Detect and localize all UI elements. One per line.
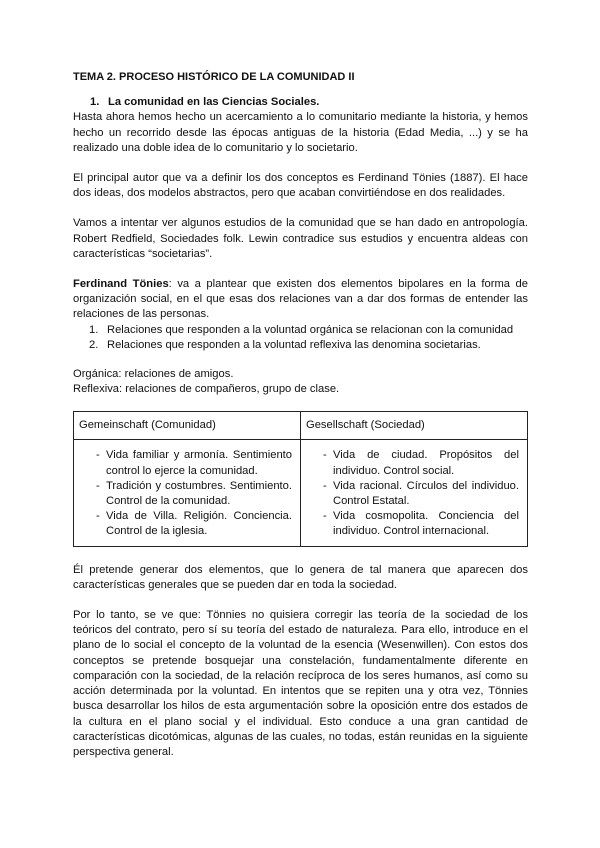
- paragraph-anthropology: Vamos a intentar ver algunos estudios de la comunidad que se han dado en antropología. Robert Redfield, Sociedades folk. Lewin contradice sus estudios y encuentra aldeas con características “societarias”.: [73, 217, 528, 260]
- list-item: [73, 338, 528, 353]
- paragraph-two-elements: Él pretende generar dos elementos, que lo genera de tal manera que aparecen dos características generales que se pueden dar en toda la sociedad.: [73, 563, 528, 591]
- list-item: [73, 323, 528, 338]
- paragraph-conclusion: Por lo tanto, se ve que: Tönnies no quisiera corregir las teoría de la sociedad de los teóricos del contrato, pero sí su teoría del estado de naturaleza. Para ello, introduce en el plano de lo social el concepto de la voluntad de la esencia (Wesenwillen). Con estos dos conceptos se pretende bosquejar una constelación, fundamentalmente diferente en comparación con la sociedad, de la relación recíproca de los seres humanos, así como su acción determinada por la voluntad. En intentos que se repiten una y otra vez, Tönnies busca desarrollar los hilos de esta argumentación sobre la oposición entre dos estados de la cultura en el plano social y el individual. Esto conduce a una gran cantidad de características dicotómicas, algunas de las cuales, no todas, están reunidas en la siguiente perspectiva general.: [73, 609, 528, 758]
- section-heading: [73, 95, 528, 110]
- paragraph-tonies-text: : va a plantear que existen dos elementos bipolares en la forma de organización social, en el que esas dos relaciones van a dar dos formas de entender las relaciones de las personas.: [73, 278, 528, 321]
- reflexiva-line: Reflexiva: relaciones de compañeros, grupo de clase.: [73, 383, 340, 396]
- list-text: Relaciones que responden a la voluntad orgánica se relacionan con la comunidad: [107, 323, 514, 336]
- section-number: 1.: [90, 96, 100, 109]
- paragraph-tonies-author: El principal autor que va a definir los dos conceptos es Ferdinand Tönies (1887). El hace dos ideas, dos modelos abstractos, pero que acaban convirtiéndose en dos realidades.: [73, 172, 528, 200]
- organica-line: Orgánica: relaciones de amigos.: [73, 368, 234, 381]
- document-page: [73, 70, 528, 760]
- list-item: - Vida cosmopolita. Conciencia del individuo. Control internacional.: [323, 510, 519, 538]
- page-title: TEMA 2. PROCESO HISTÓRICO DE LA COMUNIDAD II: [73, 71, 355, 83]
- comparison-table: [73, 411, 528, 546]
- list-item: - Vida familiar y armonía. Sentimiento control lo ejerce la comunidad.: [96, 449, 292, 477]
- list-number: 2.: [89, 338, 99, 351]
- table-cell-gemeinschaft: [74, 440, 301, 546]
- list-item: - Vida racional. Círculos del individuo. Control Estatal.: [323, 479, 519, 508]
- section-title: La comunidad en las Ciencias Sociales.: [108, 96, 320, 109]
- list-item: - Tradición y costumbres. Sentimiento. Control de la comunidad.: [96, 479, 292, 508]
- paragraph-tonies-bipolar: [73, 277, 528, 323]
- relations-list: [73, 323, 528, 353]
- table-header-gesellschaft: Gesellschaft (Sociedad): [301, 412, 528, 440]
- list-text: Relaciones que responden a la voluntad reflexiva las denomina societarias.: [107, 338, 481, 351]
- table-cell-gesellschaft: [301, 440, 528, 546]
- table-header-gemeinschaft: Gemeinschaft (Comunidad): [74, 412, 301, 440]
- author-name: Ferdinand Tönies: [73, 278, 169, 291]
- list-number: 1.: [89, 323, 99, 336]
- list-item: - Vida de ciudad. Propósitos del individuo. Control social.: [323, 449, 519, 477]
- list-item: - Vida de Villa. Religión. Conciencia. Control de la iglesia.: [96, 510, 292, 538]
- paragraph-intro: Hasta ahora hemos hecho un acercamiento a lo comunitario mediante la historia, y hemos hecho un recorrido desde las épocas antiguas de la historia (Edad Media, ...) y se ha realizado una doble idea de lo comunitario y lo societario.: [73, 111, 528, 154]
